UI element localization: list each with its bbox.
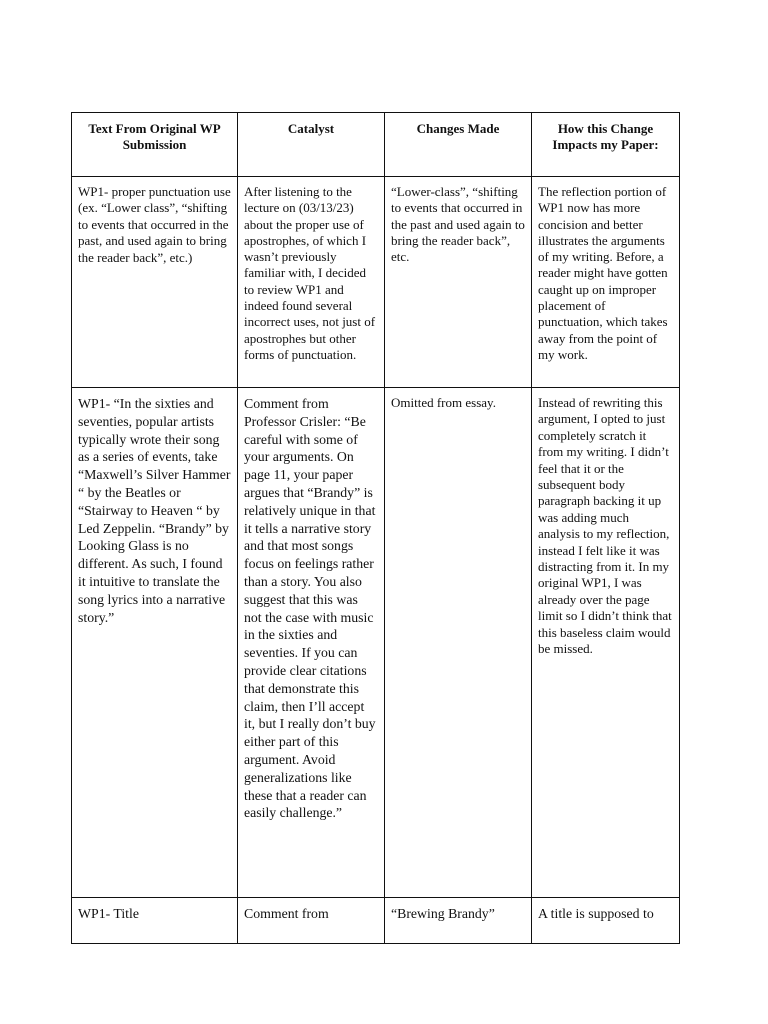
table-cell (385, 388, 532, 898)
table-cell (532, 388, 680, 898)
cell-text: “Brewing Brandy” (391, 906, 495, 921)
cell-text: Omitted from essay. (391, 395, 496, 410)
header-impact: How this Change Impacts my Paper: (532, 113, 680, 177)
cell-text: Comment from (244, 906, 329, 921)
header-changes-made: Changes Made (385, 113, 532, 177)
table-row (72, 898, 680, 944)
cell-text: A title is supposed to (538, 906, 654, 921)
cell-text: “Lower-class”, “shifting to events that occurred in the past and used again to bring the reader back”, etc. (391, 184, 525, 265)
cell-text: WP1- “In the sixties and seventies, popular artists typically wrote their song as a series of events, take “Maxwell’s Silver Hammer “ by the Beatles or “Stairway to Heaven “ by Led Zeppelin. “Brandy” by Looking Glass is no different. As such, I found it intuitive to translate the song lyrics into a narrative story.” (78, 396, 231, 625)
table-cell (238, 898, 385, 944)
revision-table (71, 112, 680, 944)
table-cell (72, 388, 238, 898)
table-cell (532, 177, 680, 388)
cell-text: Instead of rewriting this argument, I opted to just completely scratch it from my writing. I didn’t feel that it or the subsequent body paragraph backing it up was adding much analysis to my reflection, instead I felt like it was distracting from it. In my original WP1, I was already over the page limit so I didn’t think that this baseless claim would be missed. (538, 395, 672, 657)
cell-text: Comment from Professor Crisler: “Be careful with some of your arguments. On page 11, your paper argues that “Brandy” is relatively unique in that it tells a narrative story and that most songs focus on feelings rather than a story. You also suggest that this was not the case with music in the sixties and seventies. If you can provide clear citations that demonstrate this claim, then I’ll accept it, but I really don’t buy either part of this argument. Avoid generalizations like these that a reader can easily challenge.” (244, 396, 376, 821)
table-cell (238, 388, 385, 898)
cell-text: WP1- proper punctuation use (ex. “Lower class”, “shifting to events that occurred in the past, and used again to bring the reader back”, etc.) (78, 184, 231, 265)
table-cell (385, 177, 532, 388)
table-header-row (72, 113, 680, 177)
table-cell (72, 898, 238, 944)
table-row (72, 388, 680, 898)
table-cell (385, 898, 532, 944)
table-cell (532, 898, 680, 944)
table-cell (72, 177, 238, 388)
header-original-text: Text From Original WP Submission (72, 113, 238, 177)
table-cell (238, 177, 385, 388)
cell-text: After listening to the lecture on (03/13/23) about the proper use of apostrophes, of which I wasn’t previously familiar with, I decided to review WP1 and indeed found several incorrect uses, not just of apostrophes but other forms of punctuation. (244, 184, 376, 362)
header-catalyst: Catalyst (238, 113, 385, 177)
cell-text: The reflection portion of WP1 now has more concision and better illustrates the arguments of my writing. Before, a reader might have gotten caught up on improper placement of punctuation, which takes away from the point of my work. (538, 184, 668, 362)
table-row (72, 177, 680, 388)
cell-text: WP1- Title (78, 906, 139, 921)
